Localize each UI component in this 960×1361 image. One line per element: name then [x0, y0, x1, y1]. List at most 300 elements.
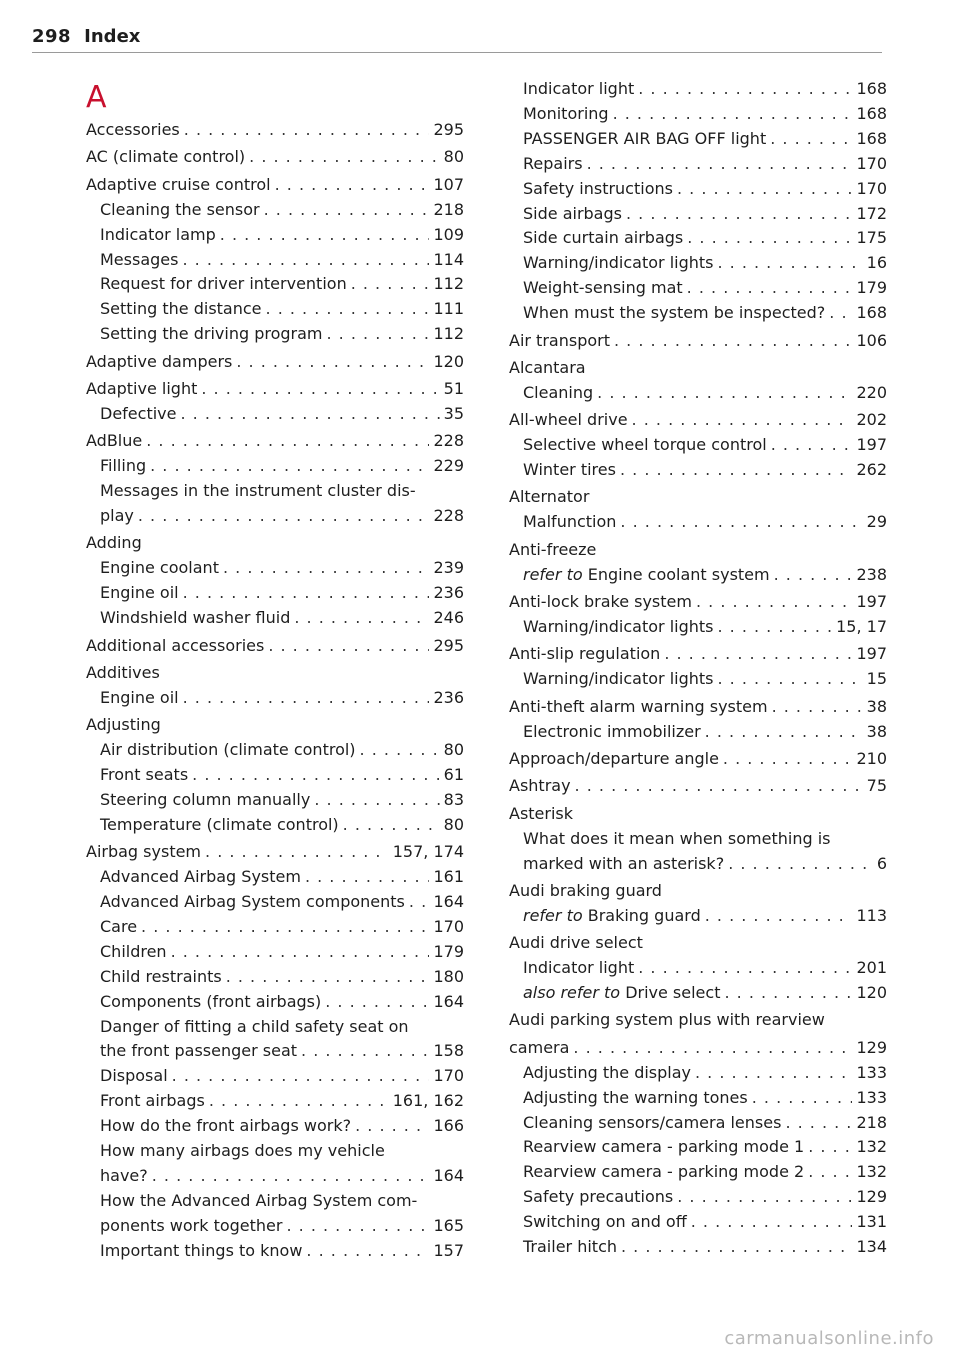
index-term	[100, 917, 137, 937]
index-term-text: When must the system be inspected?	[523, 303, 826, 323]
index-entry	[100, 608, 464, 628]
page-reference: 170	[856, 178, 887, 198]
page-reference: 239	[433, 558, 464, 578]
page-reference: 161	[433, 867, 464, 887]
index-entry	[100, 942, 464, 962]
index-entry	[100, 1191, 464, 1211]
index-term-text: the front passenger seat	[100, 1041, 298, 1061]
dot-leader	[664, 644, 852, 664]
index-term	[509, 1010, 825, 1029]
index-term	[100, 456, 146, 476]
page-reference: 114	[433, 249, 464, 269]
index-term-text: marked with an asterisk?	[523, 853, 725, 873]
dot-leader	[220, 225, 430, 245]
dot-leader	[687, 278, 853, 298]
page-reference: 164	[433, 892, 464, 911]
index-term	[509, 644, 660, 664]
page-reference: 106	[856, 330, 887, 350]
index-term-text: Indicator light	[523, 958, 635, 978]
index-term	[86, 842, 201, 862]
index-term-text: Electronic immobilizer	[523, 721, 701, 741]
index-term	[523, 1113, 781, 1133]
index-term	[509, 749, 719, 769]
index-term	[523, 204, 622, 224]
dot-leader	[286, 1216, 429, 1236]
index-entry	[509, 540, 887, 560]
page-reference: 228	[433, 506, 464, 525]
dot-leader	[275, 175, 430, 195]
index-term	[100, 765, 188, 785]
index-term	[509, 540, 596, 559]
index-entry	[509, 697, 887, 717]
index-term	[523, 1187, 673, 1207]
index-term-text: Ashtray	[509, 776, 571, 796]
page-reference: 229	[433, 456, 464, 476]
page-reference: 75	[866, 776, 887, 796]
index-entry	[509, 410, 887, 430]
dot-leader	[223, 558, 429, 578]
index-term	[509, 933, 643, 952]
index-term	[523, 104, 609, 124]
dot-leader	[808, 1137, 852, 1157]
index-term-text: Anti-lock brake system	[509, 592, 692, 611]
index-term	[86, 636, 264, 656]
index-term-text: Asterisk	[509, 803, 574, 823]
dot-leader	[305, 867, 430, 887]
page-reference: 83	[443, 789, 464, 809]
index-term-text: Child restraints	[100, 966, 222, 986]
index-term	[523, 1063, 691, 1083]
page-reference: 29	[866, 512, 887, 532]
dot-leader	[306, 1241, 429, 1261]
dot-leader	[172, 1066, 430, 1086]
page-reference: 175	[856, 228, 887, 248]
page-reference: 168	[856, 79, 887, 98]
dot-leader	[808, 1162, 852, 1182]
index-term	[100, 1041, 297, 1061]
index-entry	[509, 1038, 887, 1058]
index-term	[523, 854, 724, 874]
index-term-text: All-wheel drive	[509, 410, 628, 430]
page-reference: 157	[433, 1240, 464, 1260]
index-term-text: Cleaning sensors/camera lenses	[523, 1112, 782, 1132]
page-reference: 228	[433, 431, 464, 451]
index-term-text: Care	[100, 916, 138, 936]
page-reference: 16	[866, 253, 887, 273]
index-entry	[523, 1212, 887, 1232]
index-term	[100, 404, 176, 424]
index-term-text: Warning/indicator lights	[523, 669, 714, 689]
index-term-text: How many airbags does my vehicle	[100, 1141, 385, 1160]
dot-leader	[677, 1187, 852, 1207]
index-term-text: Steering column manually	[100, 789, 311, 809]
index-term-text: Engine coolant system	[587, 564, 770, 584]
index-entry	[100, 1241, 464, 1261]
dot-leader	[771, 435, 853, 455]
page-reference: 218	[433, 199, 464, 219]
index-entry	[523, 617, 887, 637]
index-term	[100, 1091, 205, 1111]
index-entry	[509, 881, 887, 901]
index-term	[509, 592, 692, 612]
page-reference: 201	[856, 958, 887, 978]
page-reference: 133	[856, 1087, 887, 1107]
page-reference: 132	[856, 1162, 887, 1182]
dot-leader	[597, 383, 852, 403]
index-entry	[523, 460, 887, 480]
index-term	[523, 1237, 617, 1257]
page-reference: 109	[433, 224, 464, 244]
index-term-text: Adding	[86, 533, 142, 553]
page-reference: 197	[856, 592, 887, 611]
page-reference: 246	[433, 608, 464, 628]
dot-leader	[587, 154, 853, 174]
index-entry	[523, 104, 887, 124]
dot-leader	[209, 1091, 389, 1111]
index-term	[86, 120, 180, 140]
index-entry	[523, 1088, 887, 1108]
index-term-text: Front airbags	[100, 1091, 205, 1111]
page-reference: 236	[433, 687, 464, 707]
page-reference: 295	[433, 120, 464, 139]
index-entry	[523, 1137, 887, 1157]
index-entry	[100, 765, 464, 785]
page-reference: 15	[866, 669, 887, 689]
index-term	[100, 250, 178, 270]
dot-leader	[182, 250, 429, 270]
index-term-text: Anti-theft alarm warning system	[509, 696, 768, 716]
index-entry	[86, 175, 464, 195]
index-term-text: Engine oil	[100, 687, 179, 707]
index-term-text: Setting the distance	[100, 299, 262, 319]
index-term	[100, 1017, 409, 1036]
page-reference: 202	[856, 410, 887, 430]
index-term-text: Audi braking guard	[509, 880, 662, 900]
index-term	[100, 1216, 282, 1236]
index-term-text: Disposal	[100, 1066, 168, 1086]
page-reference: 120	[856, 983, 887, 1002]
index-entry	[523, 829, 887, 849]
index-term	[523, 383, 593, 403]
page-reference: 112	[433, 324, 464, 344]
index-term-text: Alcantara	[509, 357, 586, 377]
index-entry	[100, 1116, 464, 1136]
index-term	[100, 790, 310, 810]
index-term-text: Selective wheel torque control	[523, 435, 767, 455]
index-term	[509, 358, 586, 377]
index-term-text: Filling	[100, 456, 147, 476]
index-term-text: Indicator light	[523, 79, 635, 98]
page-header	[32, 26, 882, 53]
index-term-text: Components (front airbags)	[100, 991, 322, 1011]
index-entry	[523, 435, 887, 455]
index-term	[100, 200, 260, 220]
index-entry	[509, 1010, 887, 1030]
dot-leader	[573, 1038, 852, 1058]
index-term-text: play	[100, 506, 134, 525]
page-reference: 295	[433, 635, 464, 655]
index-entry	[523, 958, 887, 978]
index-term	[100, 892, 405, 912]
dot-leader	[677, 179, 852, 199]
page-reference: 220	[856, 382, 887, 402]
index-term-text: Adaptive dampers	[86, 351, 233, 371]
index-entry	[523, 79, 887, 99]
page-reference: 6	[876, 853, 887, 873]
index-term-text: Setting the driving program	[100, 324, 323, 344]
index-entry	[509, 358, 887, 378]
index-entry	[100, 225, 464, 245]
index-entry	[100, 200, 464, 220]
index-term	[509, 776, 571, 796]
index-term	[100, 608, 290, 628]
index-term-text: Accessories	[86, 120, 180, 139]
page-reference: 15, 17	[836, 616, 887, 636]
index-entry	[100, 274, 464, 294]
index-entry	[523, 129, 887, 149]
index-term	[86, 431, 142, 451]
index-term	[100, 992, 321, 1012]
index-term-text: Weight-sensing mat	[523, 278, 683, 298]
index-entry	[509, 804, 887, 824]
dot-leader	[626, 204, 852, 224]
index-entry	[100, 1066, 464, 1086]
index-term-text: AC (climate control)	[86, 147, 246, 167]
index-entry	[100, 1141, 464, 1161]
index-entry	[100, 917, 464, 937]
page-reference: 133	[856, 1062, 887, 1082]
index-term-text: Warning/indicator lights	[523, 253, 714, 273]
page-reference: 80	[443, 740, 464, 760]
index-entry	[100, 324, 464, 344]
page-reference: 197	[856, 644, 887, 664]
index-term-text: Adjusting	[86, 715, 161, 735]
index-term	[523, 565, 770, 585]
page-reference: 197	[856, 435, 887, 455]
page-reference: 111	[433, 299, 464, 319]
index-term-text: Air distribution (climate control)	[100, 740, 356, 760]
index-entry	[100, 456, 464, 476]
index-entry	[100, 583, 464, 603]
index-entry	[509, 933, 887, 953]
index-term-text: Adaptive cruise control	[86, 174, 271, 194]
index-term	[100, 274, 347, 294]
index-term	[523, 154, 583, 174]
index-term	[523, 435, 767, 455]
index-entry	[100, 404, 464, 424]
page-reference: 164	[433, 991, 464, 1011]
dot-leader	[138, 506, 430, 526]
index-term	[100, 558, 219, 578]
dot-leader	[249, 147, 439, 167]
page-reference: 132	[856, 1137, 887, 1157]
index-term-text: ponents work together	[100, 1215, 283, 1235]
dot-leader	[226, 967, 430, 987]
page-reference: 107	[433, 174, 464, 194]
index-term-text: Temperature (climate control)	[100, 814, 339, 834]
index-entry	[86, 663, 464, 683]
index-entry	[100, 250, 464, 270]
index-term-text: have?	[100, 1165, 148, 1185]
index-term-text: Rearview camera - parking mode 2	[523, 1162, 805, 1182]
index-entry	[100, 1216, 464, 1236]
index-entry	[509, 592, 887, 612]
index-term-text: Engine coolant	[100, 558, 219, 578]
index-term-text: Malfunction	[523, 512, 617, 532]
index-entry	[509, 331, 887, 351]
dot-leader	[183, 688, 430, 708]
dot-leader	[343, 815, 440, 835]
index-term-text: Additional accessories	[86, 635, 265, 655]
dot-leader	[695, 1063, 852, 1083]
index-term	[100, 506, 134, 526]
index-term-text: Braking guard	[587, 905, 701, 925]
index-term-text: Anti-slip regulation	[509, 644, 661, 664]
dot-leader	[150, 456, 429, 476]
index-entry	[523, 278, 887, 298]
index-term	[100, 1141, 385, 1160]
dot-leader	[705, 722, 863, 742]
index-entry	[523, 179, 887, 199]
index-entry	[523, 1063, 887, 1083]
index-entry	[100, 481, 464, 501]
index-entry	[523, 204, 887, 224]
index-entry	[523, 154, 887, 174]
index-term-text: Front seats	[100, 765, 189, 784]
index-term-text: AdBlue	[86, 431, 143, 451]
index-term	[509, 410, 628, 430]
dot-leader	[717, 253, 862, 273]
dot-leader	[201, 379, 439, 399]
dot-leader	[141, 917, 429, 937]
index-entry	[86, 431, 464, 451]
index-entry	[100, 1041, 464, 1061]
dot-leader	[717, 617, 832, 637]
index-term	[523, 228, 683, 248]
index-entry	[523, 1162, 887, 1182]
dot-leader	[829, 303, 852, 323]
dot-leader	[360, 740, 440, 760]
dot-leader	[785, 1113, 852, 1133]
index-term-text: Important things to know	[100, 1240, 303, 1260]
dot-leader	[728, 854, 873, 874]
index-entry	[100, 740, 464, 760]
dot-leader	[620, 460, 852, 480]
dot-leader	[152, 1166, 430, 1186]
index-term	[523, 1137, 804, 1157]
index-term	[100, 815, 339, 835]
index-entry	[523, 1187, 887, 1207]
index-term	[100, 299, 262, 319]
page-reference: 179	[433, 941, 464, 961]
index-term-text: Switching on and off	[523, 1212, 687, 1232]
cross-reference-prefix: refer to	[523, 564, 583, 584]
index-entry	[100, 1091, 464, 1111]
index-entry	[523, 565, 887, 585]
index-entry	[86, 379, 464, 399]
index-term-text: Advanced Airbag System components	[100, 892, 405, 911]
dot-leader	[717, 669, 862, 689]
dot-leader	[268, 636, 429, 656]
dot-leader	[705, 906, 853, 926]
index-term	[523, 958, 634, 978]
index-term	[523, 460, 616, 480]
index-term	[86, 379, 197, 399]
page-reference: 129	[856, 1187, 887, 1207]
index-entry	[100, 790, 464, 810]
index-term-text: Additives	[86, 662, 160, 682]
index-entry	[100, 299, 464, 319]
page-reference: 35	[443, 403, 464, 423]
page-reference: 218	[856, 1112, 887, 1132]
index-term	[523, 669, 713, 689]
index-term-text: Approach/departure angle	[509, 748, 719, 768]
dot-leader	[621, 1237, 852, 1257]
dot-leader	[355, 1116, 429, 1136]
dot-leader	[723, 749, 853, 769]
page-reference: 164	[433, 1165, 464, 1185]
index-term	[523, 722, 701, 742]
watermark: carmanualsonline.info	[724, 1328, 934, 1349]
dot-leader	[696, 592, 852, 612]
index-term	[100, 1241, 302, 1261]
index-entry	[523, 669, 887, 689]
index-term	[86, 352, 232, 372]
dot-leader	[314, 790, 439, 810]
index-term	[523, 1088, 748, 1108]
page-reference: 170	[433, 916, 464, 936]
index-entry	[100, 867, 464, 887]
index-term	[100, 1191, 417, 1210]
index-term	[509, 881, 662, 900]
index-term	[509, 487, 589, 506]
page-reference: 170	[433, 1066, 464, 1086]
dot-leader	[620, 512, 862, 532]
index-term	[509, 697, 768, 717]
index-term	[100, 942, 167, 962]
index-entry	[523, 512, 887, 532]
index-term-text: Windshield washer fluid	[100, 608, 291, 628]
index-entry	[523, 722, 887, 742]
index-entry	[86, 352, 464, 372]
index-term-text: What does it mean when something is	[523, 828, 831, 848]
index-entry	[509, 487, 887, 507]
index-term	[100, 867, 301, 887]
page-reference: 112	[433, 274, 464, 294]
index-term-text: Cleaning the sensor	[100, 199, 260, 219]
page-reference: 120	[433, 351, 464, 371]
page-reference: 262	[856, 460, 887, 479]
dot-leader	[691, 1212, 853, 1232]
index-term-text: Cleaning	[523, 382, 594, 402]
index-entry	[523, 1237, 887, 1257]
page-reference: 236	[433, 583, 464, 603]
page-reference: 172	[856, 203, 887, 223]
index-term-text: Advanced Airbag System	[100, 867, 301, 887]
page-reference: 61	[443, 765, 464, 784]
index-term	[86, 663, 160, 682]
index-entry	[509, 644, 887, 664]
dot-leader	[772, 697, 863, 717]
index-entry	[100, 815, 464, 835]
page-reference: 210	[856, 748, 887, 768]
page-reference: 179	[856, 278, 887, 298]
page-reference: 80	[443, 147, 464, 167]
index-term	[100, 481, 416, 500]
index-term	[523, 278, 683, 298]
index-term-text: How do the front airbags work?	[100, 1116, 352, 1136]
index-entry	[86, 533, 464, 553]
